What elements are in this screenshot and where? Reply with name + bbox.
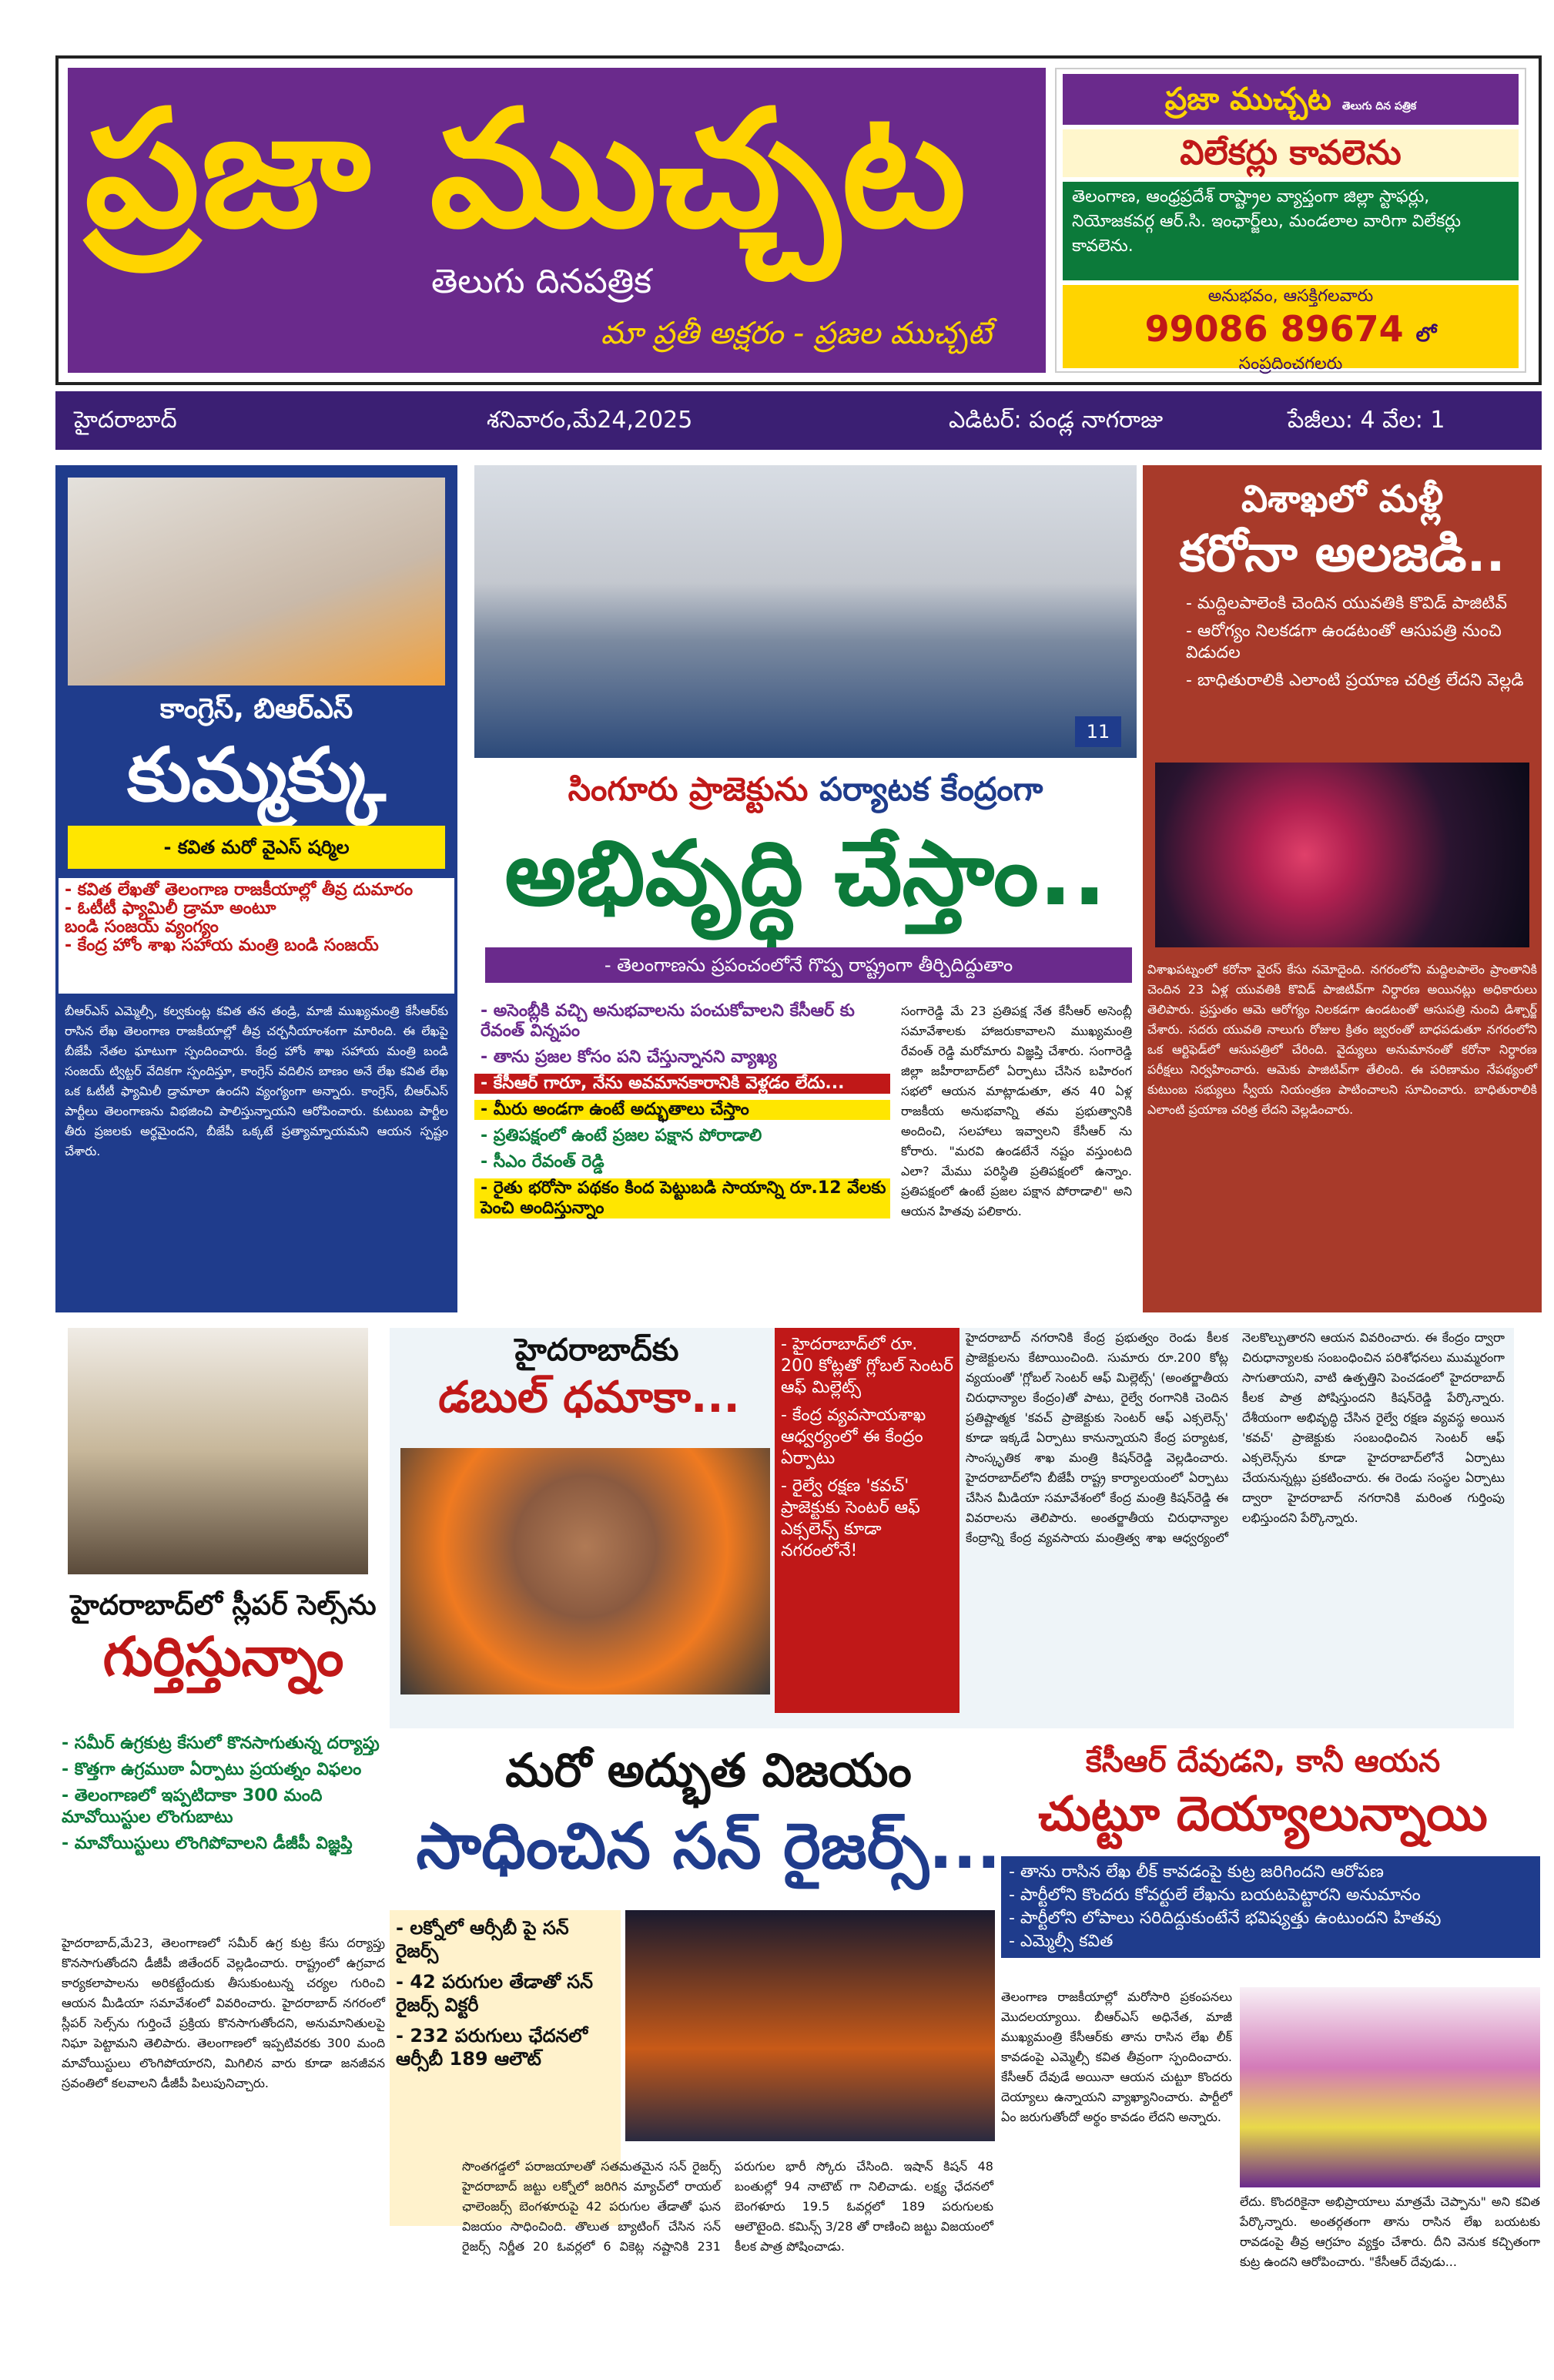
story-left-kicker: కాంగ్రెస్, బిఆర్ఎస్ bbox=[159, 693, 353, 725]
story-double-headline: డబుల్ ధమాకా... bbox=[438, 1373, 740, 1423]
bullet: - తెలంగాణలో ఇప్పటిదాకా 300 మంది మావోయిస్టుల లొంగుబాటు bbox=[62, 1786, 323, 1827]
story-center-kicker bbox=[474, 770, 1137, 816]
newspaper-title: ప్రజా ముచ్చట bbox=[85, 75, 968, 263]
story-sleeper-headline: గుర్తిస్తున్నాం bbox=[102, 1625, 344, 1688]
story-kavitha-bullets bbox=[1001, 1856, 1540, 1958]
bullet: - మద్దిలపాలెంకి చెందిన యువతికి కొవిడ్ పాజిటివ్ bbox=[1186, 594, 1508, 613]
bullet: - సమీర్ ఉగ్రకుట్ర కేసులో కొనసాగుతున్న దర్యాప్తు bbox=[62, 1734, 380, 1753]
dateline-bar bbox=[55, 391, 1542, 450]
bullet: - లక్నోలో ఆర్సీబీ పై సన్ రైజర్స్ bbox=[396, 1917, 569, 1962]
story-right-body: విశాఖపట్నంలో కరోనా వైరస్ కేసు నమోదైంది. నగరంలోని మద్దిలపాలెం ప్రాంతానికి చెందిన 23 ఏళ్ల యువతికి కొవిడ్ పాజిటివ్‌గా నిర్ధారణ అయినట్లు అధికారులు తెలిపారు. ప్రస్తుతం ఆమె ఆరోగ్యం నిలకడగా ఉండటంతో ఆసుపత్రి నుంచి డిశ్చార్జ్ చేశారు. సదరు యువతి నాలుగు రోజుల క్రితం జ్వరంతో బాధపడుతూ నగరంలోని ఒక ఆర్టిఫెడ్‌లో ఆసుపత్రిలో చేరింది. వైద్యులు అనుమానంతో కరోనా నిర్ధారణ పరీక్షలు నిర్వహించారు. ఆమెకు పాజిటివ్‌గా తేలింది. ఈ పరిణామం నేపథ్యంలో కుటుంబ సభ్యులు స్వీయ నియంత్రణ పాటించాలని సూచించారు. బాధితురాలికి ఎలాంటి ప్రయాణ చరిత్ర లేదని వెల్లడించారు. bbox=[1147, 962, 1537, 1117]
story-right-kicker: విశాఖలో మళ్లీ bbox=[1241, 478, 1443, 521]
story-srh-body: సొంతగడ్డలో పరాజయాలతో సతమతమైన సన్ రైజర్స్ హైదరాబాద్ జట్టు లక్నోలో జరిగిన మ్యాచ్‌లో రాయల్ ఛాలెంజర్స్ బెంగళూరుపై 42 పరుగుల తేడాతో ఘన విజయం సాధించింది. తొలుత బ్యాటింగ్ చేసిన సన్ రైజర్స్ నిర్ణీత 20 ఓవర్లలో 6 వికెట్ల నష్టానికి 231 పరుగుల భారీ స్కోరు చేసింది. ఇషాన్ కిషన్ 48 బంతుల్లో 94 నాటౌట్ గా నిలిచాడు. లక్ష్య ఛేదనలో బెంగళూరు 19.5 ఓవర్లలో 189 పరుగులకు ఆలౌటైంది. కమిన్స్ 3/28 తో రాణించి జట్టు విజయంలో కీలక పాత్ర పోషించాడు. bbox=[462, 2159, 993, 2254]
newspaper-subtitle: తెలుగు దినపత్రిక bbox=[431, 262, 652, 301]
bullet: - కొత్తగా ఉగ్రముఠా ఏర్పాటు ప్రయత్నం విఫలం bbox=[62, 1760, 362, 1779]
bullet: - తాను ప్రజల కోసం పని చేస్తున్నానని వ్యాఖ్య bbox=[481, 1048, 777, 1067]
photo-page-ref: 11 bbox=[1075, 716, 1121, 747]
bullet: బండి సంజయ్ వ్యంగ్యం bbox=[65, 917, 219, 937]
ad-brand-name: ప్రజా ముచ్చట bbox=[1164, 82, 1331, 117]
ad-wanted-title: విలేకర్లు కావలెను bbox=[1063, 129, 1519, 177]
story-srh-headline: సాధించిన సన్ రైజర్స్... bbox=[416, 1810, 1001, 1883]
dgp-photo bbox=[68, 1328, 368, 1574]
srh-players-photo bbox=[625, 1910, 995, 2141]
dateline-date: శనివారం,మే24,2025 bbox=[487, 407, 693, 434]
bullet: - సీఎం రేవంత్ రెడ్డి bbox=[481, 1152, 605, 1172]
ad-phone-suffix: లో bbox=[1415, 323, 1437, 347]
bullet: - మీరు అండగా ఉంటే అద్భుతాలు చేస్తాం bbox=[474, 1100, 890, 1120]
bullet: - బాధితురాలికి ఎలాంటి ప్రయాణ చరిత్ర లేదని వెల్లడి bbox=[1186, 671, 1524, 690]
ad-phone-line bbox=[1063, 310, 1519, 354]
bullet: - కేంద్ర వ్యవసాయశాఖ ఆధ్వర్యంలో ఈ కేంద్రం ఏర్పాటు bbox=[781, 1406, 926, 1468]
bullet: - హైదరాబాద్‌లో రూ. 200 కోట్లతో గ్లోబల్ సెంటర్ ఆఫ్ మిల్లెట్స్ bbox=[781, 1335, 953, 1397]
story-kavitha-kicker: కేసీఆర్ దేవుడని, కానీ ఆయన bbox=[1085, 1744, 1441, 1779]
story-left-headline: కుమ్మక్కు bbox=[127, 732, 386, 818]
kicker-red: సింగూరు ప్రాజెక్టును bbox=[568, 770, 809, 808]
story-double-bullets bbox=[775, 1328, 960, 1713]
bullet: - 42 పరుగుల తేడాతో సన్ రైజర్స్ విక్టరీ bbox=[396, 1971, 593, 2016]
bullet: - తాను రాసిన లేఖ లీక్ కావడంపై కుట్ర జరిగిందని ఆరోపణ bbox=[1009, 1862, 1384, 1882]
story-left-bullets bbox=[59, 878, 454, 994]
story-left-body: బీఆర్ఎస్ ఎమ్మెల్సీ, కల్వకుంట్ల కవిత తన తండ్రి, మాజీ ముఖ్యమంత్రి కేసీఆర్‌కు రాసిన లేఖ తెలంగాణ రాజకీయాల్లో తీవ్ర చర్చనీయాంశంగా మారింది. ఈ లేఖపై బీజేపీ నేతల ఘాటుగా స్పందించారు. కేంద్ర హోం శాఖ సహాయ మంత్రి బండి సంజయ్ ట్విట్టర్ వేదికగా స్పందిస్తూ, కాంగ్రెస్ వదిలిన బాణం అనే లేఖ కవిత లేఖ ఒక ఓటీటీ ఫ్యామిలీ డ్రామాలా ఉందని వ్యంగ్యంగా అన్నారు. కాంగ్రెస్, బీఆర్ఎస్ పార్టీలు తెలంగాణను విభజించి పాలిస్తున్నాయని ఆరోపించారు. కుటుంబ పార్టీల తీరు ప్రజలకు అర్థమైందని, బీజేపీ ఒక్కటే ప్రత్యామ్నాయమని ఆయన స్పష్టం చేశారు. bbox=[65, 1004, 448, 1158]
story-srh-kicker: మరో అద్భుత విజయం bbox=[505, 1744, 912, 1798]
bullet: - కేంద్ర హోం శాఖ సహాయ మంత్రి బండి సంజయ్ bbox=[65, 936, 379, 955]
story-center-bullets bbox=[474, 1001, 890, 1225]
newspaper-tagline: మా ప్రతీ అక్షరం - ప్రజల ముచ్చటే bbox=[601, 316, 992, 351]
ad-eligibility: అనుభవం, ఆసక్తిగలవారు bbox=[1207, 287, 1374, 306]
kicker-blue: పర్యాటక కేంద్రంగా bbox=[819, 770, 1043, 808]
story-sleeper-bullets bbox=[62, 1733, 385, 1859]
bullet: - రైల్వే రక్షణ 'కవచ్' ప్రాజెక్టుకు సెంటర్ ఆఫ్ ఎక్సలెన్స్ కూడా నగరంలోనే! bbox=[781, 1477, 920, 1560]
ad-brand-sub: తెలుగు దిన పత్రిక bbox=[1341, 100, 1417, 112]
story-kavitha-body-continued: లేదు. కొందరికైనా అభిప్రాయాలు మాత్రమే చెప్పాను" అని కవిత పేర్కొన్నారు. అంతర్గతంగా తాను రాసిన లేఖ బయటకు రావడంపై తీవ్ర ఆగ్రహం వ్యక్తం చేశారు. దీని వెనుక కచ్చితంగా కుట్ర ఉందని ఆరోపించారు. "కేసీఆర్ దేవుడు... bbox=[1240, 2194, 1540, 2269]
ad-contact-box bbox=[1063, 285, 1519, 374]
bullet: - అసెంబ్లీకి వచ్చి అనుభవాలను పంచుకోవాలని కేసీఆర్ కు రేవంత్ విన్నపం bbox=[481, 1001, 855, 1041]
story-center-headline: అభివృద్ధి చేస్తాం.. bbox=[504, 822, 1107, 926]
story-right-bullets bbox=[1186, 593, 1525, 698]
ad-brand bbox=[1063, 74, 1519, 125]
bullet: - మావోయిస్టులు లొంగిపోవాలని డీజీపీ విజ్ఞప్తి bbox=[62, 1834, 353, 1853]
story-kavitha-body: తెలంగాణ రాజకీయాల్లో మరోసారి ప్రకంపనలు మొదలయ్యాయి. బీఆర్ఎస్ అధినేత, మాజీ ముఖ్యమంత్రి కేసీఆర్‌కు తాను రాసిన లేఖ లీక్ కావడంపై ఎమ్మెల్సీ కవిత తీవ్రంగా స్పందించారు. కేసీఆర్ దేవుడే అయినా ఆయన చుట్టూ కొందరు దెయ్యాలు ఉన్నాయని వ్యాఖ్యానించారు. పార్టీలో ఏం జరుగుతోందో అర్థం కావడం లేదని అన్నారు. bbox=[1001, 1989, 1232, 2124]
bullet: - ఓటీటీ ఫ్యామిలీ డ్రామా అంటూ bbox=[65, 899, 276, 918]
story-sleeper-body: హైదరాబాద్,మే23, తెలంగాణలో సమీర్ ఉగ్ర కుట్ర కేసు దర్యాప్తు కొనసాగుతోందని డీజీపీ జితేందర్ వెల్లడించారు. రాష్ట్రంలో ఉగ్రవాద కార్యకలాపాలను అరికట్టేందుకు తీసుకుంటున్న చర్యల గురించి ఆయన మీడియా సమావేశంలో వివరించారు. హైదరాబాద్ నగరంలో స్లీపర్ సెల్స్‌ను గుర్తించే ప్రక్రియ కొనసాగుతోందని, అనుమానితులపై నిఘా పెట్టామని తెలిపారు. తెలంగాణలో ఇప్పటివరకు 300 మంది మావోయిస్టులు లొంగిపోయారని, మిగిలిన వారు కూడా జనజీవన స్రవంతిలో కలవాలని డీజీపీ పిలుపునిచ్చారు. bbox=[62, 1936, 385, 2090]
kavitha-photo bbox=[1240, 1987, 1540, 2187]
bullet: - ఎమ్మెల్సీ కవిత bbox=[1009, 1932, 1114, 1951]
dateline-city: హైదరాబాద్ bbox=[74, 407, 177, 434]
bullet: - ఆరోగ్యం నిలకడగా ఉండటంతో ఆసుపత్రి నుంచి విడుదల bbox=[1186, 622, 1502, 662]
story-right-headline: కరోనా అలజడి.. bbox=[1179, 524, 1505, 583]
virus-illustration bbox=[1155, 763, 1529, 947]
dateline-editor: ఎడిటర్: పండ్ల నాగరాజు bbox=[949, 407, 1164, 434]
story-center-body: సంగారెడ్డి మే 23 ప్రతిపక్ష నేత కేసీఆర్ అసెంబ్లీ సమావేశాలకు హాజరుకావాలని ముఖ్యమంత్రి రేవంత్ రెడ్డి మరోమారు విజ్ఞప్తి చేశారు. సంగారెడ్డి జిల్లా జహీరాబాద్‌లో ఏర్పాటు చేసిన బహిరంగ సభలో ఆయన మాట్లాడుతూ, తన 40 ఏళ్ల రాజకీయ అనుభవాన్ని తమ ప్రభుత్వానికి అందించి, సలహాలు ఇవ్వాలని కేసీఆర్ ను కోరారు. "మరవి ఉండటేనే నష్టం వస్తుంటది ఎలా? మేము పరిస్థితి ప్రతిపక్షంలో ఉన్నాం. ప్రతిపక్షంలో ఉంటే ప్రజల పక్షాన పోరాడాలి" అని ఆయన హితవు పలికారు. bbox=[901, 1004, 1132, 1218]
bullet: - కవిత లేఖతో తెలంగాణ రాజకీయాల్లో తీవ్ర దుమారం bbox=[65, 880, 414, 900]
dateline-pages: పేజీలు: 4 వేల: 1 bbox=[1288, 407, 1445, 434]
story-kavitha-headline: చుట్టూ దెయ్యాలున్నాయి bbox=[1038, 1785, 1488, 1842]
ad-contact: సంప్రదించగలరు bbox=[1238, 354, 1343, 374]
story-left-photo bbox=[68, 478, 445, 686]
bullet: - ప్రతిపక్షంలో ఉంటే ప్రజల పక్షాన పోరాడాలి bbox=[481, 1126, 762, 1145]
story-double-body: హైదరాబాద్ నగరానికి కేంద్ర ప్రభుత్వం రెండు కీలక ప్రాజెక్టులను కేటాయించింది. సుమారు రూ.200 కోట్ల వ్యయంతో 'గ్లోబల్ సెంటర్ ఆఫ్ మిల్లెట్స్' (అంతర్జాతీయ చిరుధాన్యాల కేంద్రం)తో పాటు, రైల్వే రంగానికి చెందిన ప్రతిష్టాత్మక 'కవచ్ ప్రాజెక్టుకు సెంటర్ ఆఫ్ ఎక్సలెన్స్' కూడా ఇక్కడే ఏర్పాటు కానున్నాయని కేంద్ర పర్యాటక, సాంస్కృతిక శాఖ మంత్రి కిషన్‌రెడ్డి వెల్లడించారు. హైదరాబాద్‌లోని బీజేపీ రాష్ట్ర కార్యాలయంలో ఏర్పాటు చేసిన మీడియా సమావేశంలో కేంద్ర మంత్రి కిషన్‌రెడ్డి ఈ వివరాలను తెలిపారు. అంతర్జాతీయ చిరుధాన్యాల కేంద్రాన్ని కేంద్ర వ్యవసాయ మంత్రిత్వ శాఖ ఆధ్వర్యంలో నెలకొల్పుతారని ఆయన వివరించారు. ఈ కేంద్రం ద్వారా చిరుధాన్యాలకు సంబంధించిన పరిశోధనలు ముమ్మరంగా సాగుతాయని, వాటి ఉత్పత్తిని పెంచడంలో హైదరాబాద్ కీలక పాత్ర పోషిస్తుందని కిషన్‌రెడ్డి పేర్కొన్నారు. దేశీయంగా అభివృద్ధి చేసిన రైల్వే రక్షణ వ్యవస్థ అయిన 'కవచ్' ప్రాజెక్టుకు సంబంధించిన సెంటర్ ఆఫ్ ఎక్సలెన్స్‌ను కూడా హైదరాబాద్‌లోనే ఏర్పాటు చేయనున్నట్లు ప్రకటించారు. ఈ రెండు సంస్థల ఏర్పాటు ద్వారా హైదరాబాద్ నగరానికి మరింత గుర్తింపు లభిస్తుందని పేర్కొన్నారు. bbox=[966, 1330, 1505, 1545]
story-left-sub: - కవిత మరో వైఎస్ షర్మిల bbox=[68, 826, 445, 869]
story-double-kicker: హైదరాబాద్‌కు bbox=[514, 1332, 679, 1368]
bullet: - పార్టీలోని కొందరు కోవర్టులే లేఖను బయటపెట్టారని అనుమానం bbox=[1009, 1886, 1421, 1905]
story-center-band: - తెలంగాణను ప్రపంచంలోనే గొప్ప రాష్ట్రంగా తీర్చిదిద్దుతాం bbox=[485, 947, 1132, 983]
story-sleeper-kicker: హైదరాబాద్‌లో స్లీపర్ సెల్స్‌ను bbox=[70, 1590, 377, 1621]
bullet: - పార్టీలోని లోపాలు సరిదిద్దుకుంటేనే భవిష్యత్తు ఉంటుందని హితవు bbox=[1009, 1909, 1442, 1928]
kishan-reddy-photo bbox=[400, 1448, 770, 1694]
bullet: - కేసీఆర్ గారూ, నేను అవమానకారానికి వెళ్లడం లేదు... bbox=[474, 1074, 890, 1094]
ad-phone[interactable]: 99086 89674 bbox=[1144, 308, 1404, 350]
bullet: - రైతు భరోసా పథకం కింద పెట్టుబడి సాయాన్ని రూ.12 వేలకు పెంచి అందిస్తున్నాం bbox=[474, 1178, 890, 1218]
ad-body-text: తెలంగాణ, ఆంధ్రప్రదేశ్ రాష్ట్రాల వ్యాప్తంగా జిల్లా స్టాఫర్లు, నియోజకవర్గ ఆర్.సి. ఇంఛార్జ్‌లు, మండలాల వారిగా విలేకర్లు కావలెను. bbox=[1063, 182, 1519, 280]
bullet: - 232 పరుగులు ఛేదనలో ఆర్సీబీ 189 ఆలౌట్ bbox=[396, 2025, 588, 2070]
story-center-photo bbox=[474, 465, 1137, 758]
